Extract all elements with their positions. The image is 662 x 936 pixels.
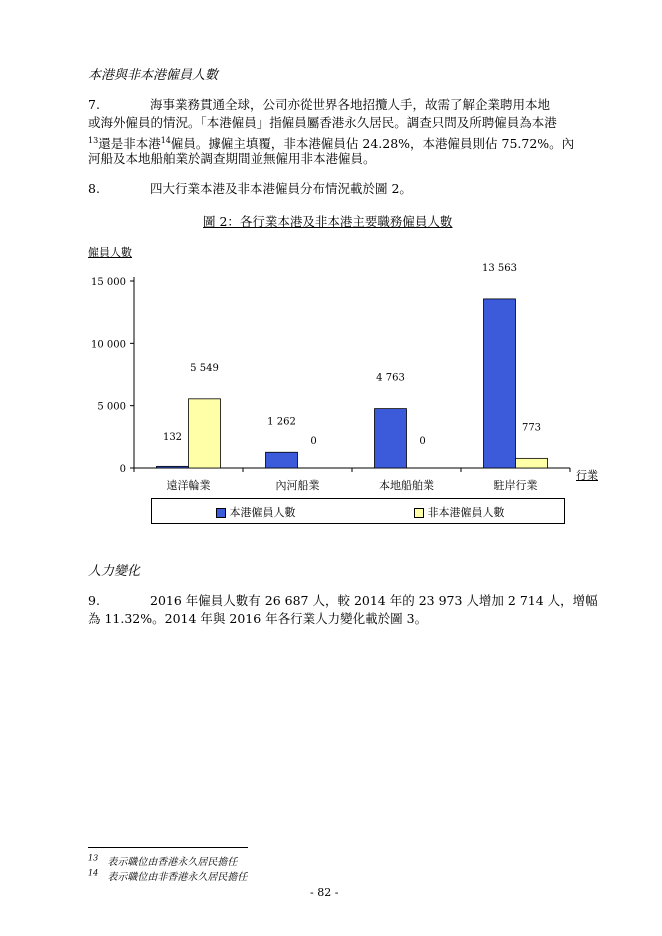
paragraph-line: 為 11.32%。2014 年與 2016 年各行業人力變化載於圖 3。 (88, 611, 428, 626)
paragraph-line: 海事業務貫通全球，公司亦從世界各地招攬人手，故需了解企業聘用本地 (150, 97, 551, 112)
paragraph-number: 9. (88, 593, 100, 608)
bar-local (484, 299, 516, 468)
footnote-ref-14: 14 (160, 136, 171, 145)
data-label: 773 (521, 422, 542, 434)
y-tick-label: 15 000 (91, 277, 126, 288)
bar-local (157, 466, 189, 468)
footnote-13 (88, 853, 237, 868)
x-tick-label: 內河船業 (275, 479, 320, 492)
data-label: 0 (419, 436, 426, 447)
footnote-text: 表示職位由香港永久居民擔任 (107, 857, 238, 868)
bar-local (266, 452, 298, 468)
legend-item-local (216, 504, 296, 520)
x-tick-label: 遠洋輪業 (166, 479, 211, 492)
figure-title: 圖 2：各行業本港及非本港主要職務僱員人數 (203, 214, 453, 229)
legend-item-nonlocal (414, 504, 505, 520)
footnote-mark: 14 (88, 868, 99, 878)
chart-bars (157, 299, 548, 468)
legend-swatch-local (216, 508, 226, 518)
legend-label-local: 本港僱員人數 (229, 506, 296, 519)
footnote-mark: 13 (88, 853, 99, 863)
y-tick-label: 5 000 (97, 401, 126, 413)
footnote-ref-13: 13 (88, 136, 99, 145)
bar-local (375, 409, 407, 468)
legend-swatch-nonlocal (414, 508, 424, 518)
data-label: 0 (310, 436, 317, 447)
data-label: 4 763 (376, 372, 405, 384)
paragraph-text: 還是非本港 (98, 136, 161, 152)
x-axis-label: 行業 (576, 469, 598, 482)
bar-nonlocal (516, 458, 548, 468)
y-tick-label: 0 (119, 464, 126, 475)
paragraph-text: 僱員。據僱主填覆，非本港僱員佔 24.28%，本港僱員則佔 75.72%。內 (170, 136, 575, 152)
paragraph-number: 8. (88, 181, 100, 196)
bar-nonlocal (189, 399, 221, 468)
legend-label-nonlocal: 非本港僱員人數 (427, 506, 505, 519)
paragraph-text: 四大行業本港及非本港僱員分布情況載於圖 2。 (150, 181, 412, 196)
data-label: 13 563 (482, 262, 517, 274)
section-heading-local-nonlocal: 本港與非本港僱員人數 (88, 68, 219, 83)
x-tick-label: 駐岸行業 (493, 479, 538, 492)
paragraph-line: 或海外僱員的情況。「本港僱員」指僱員屬香港永久居民。調查只問及所聘僱員為本港 (88, 115, 557, 130)
y-axis-label: 僱員人數 (88, 246, 132, 259)
footnote-separator (88, 847, 248, 848)
paragraph-line: 2016 年僱員人數有 26 687 人，較 2014 年的 23 973 人增加 2 714 人，增幅 (150, 593, 598, 608)
section-heading-manpower-change: 人力變化 (88, 564, 141, 579)
footnote-14 (88, 868, 247, 883)
paragraph-line: 河船及本地船舶業於調查期間並無僱用非本港僱員。 (88, 151, 376, 166)
data-label: 5 549 (190, 362, 219, 374)
x-tick-label: 本地船舶業 (379, 479, 434, 492)
chart-legend (151, 498, 565, 524)
footnote-text: 表示職位由非香港永久居民擔任 (107, 872, 248, 883)
page-number: - 82 - (310, 886, 339, 899)
data-label: 132 (162, 432, 183, 443)
paragraph-number: 7. (88, 97, 100, 112)
y-tick-label: 10 000 (91, 339, 126, 351)
data-label: 1 262 (267, 416, 296, 428)
